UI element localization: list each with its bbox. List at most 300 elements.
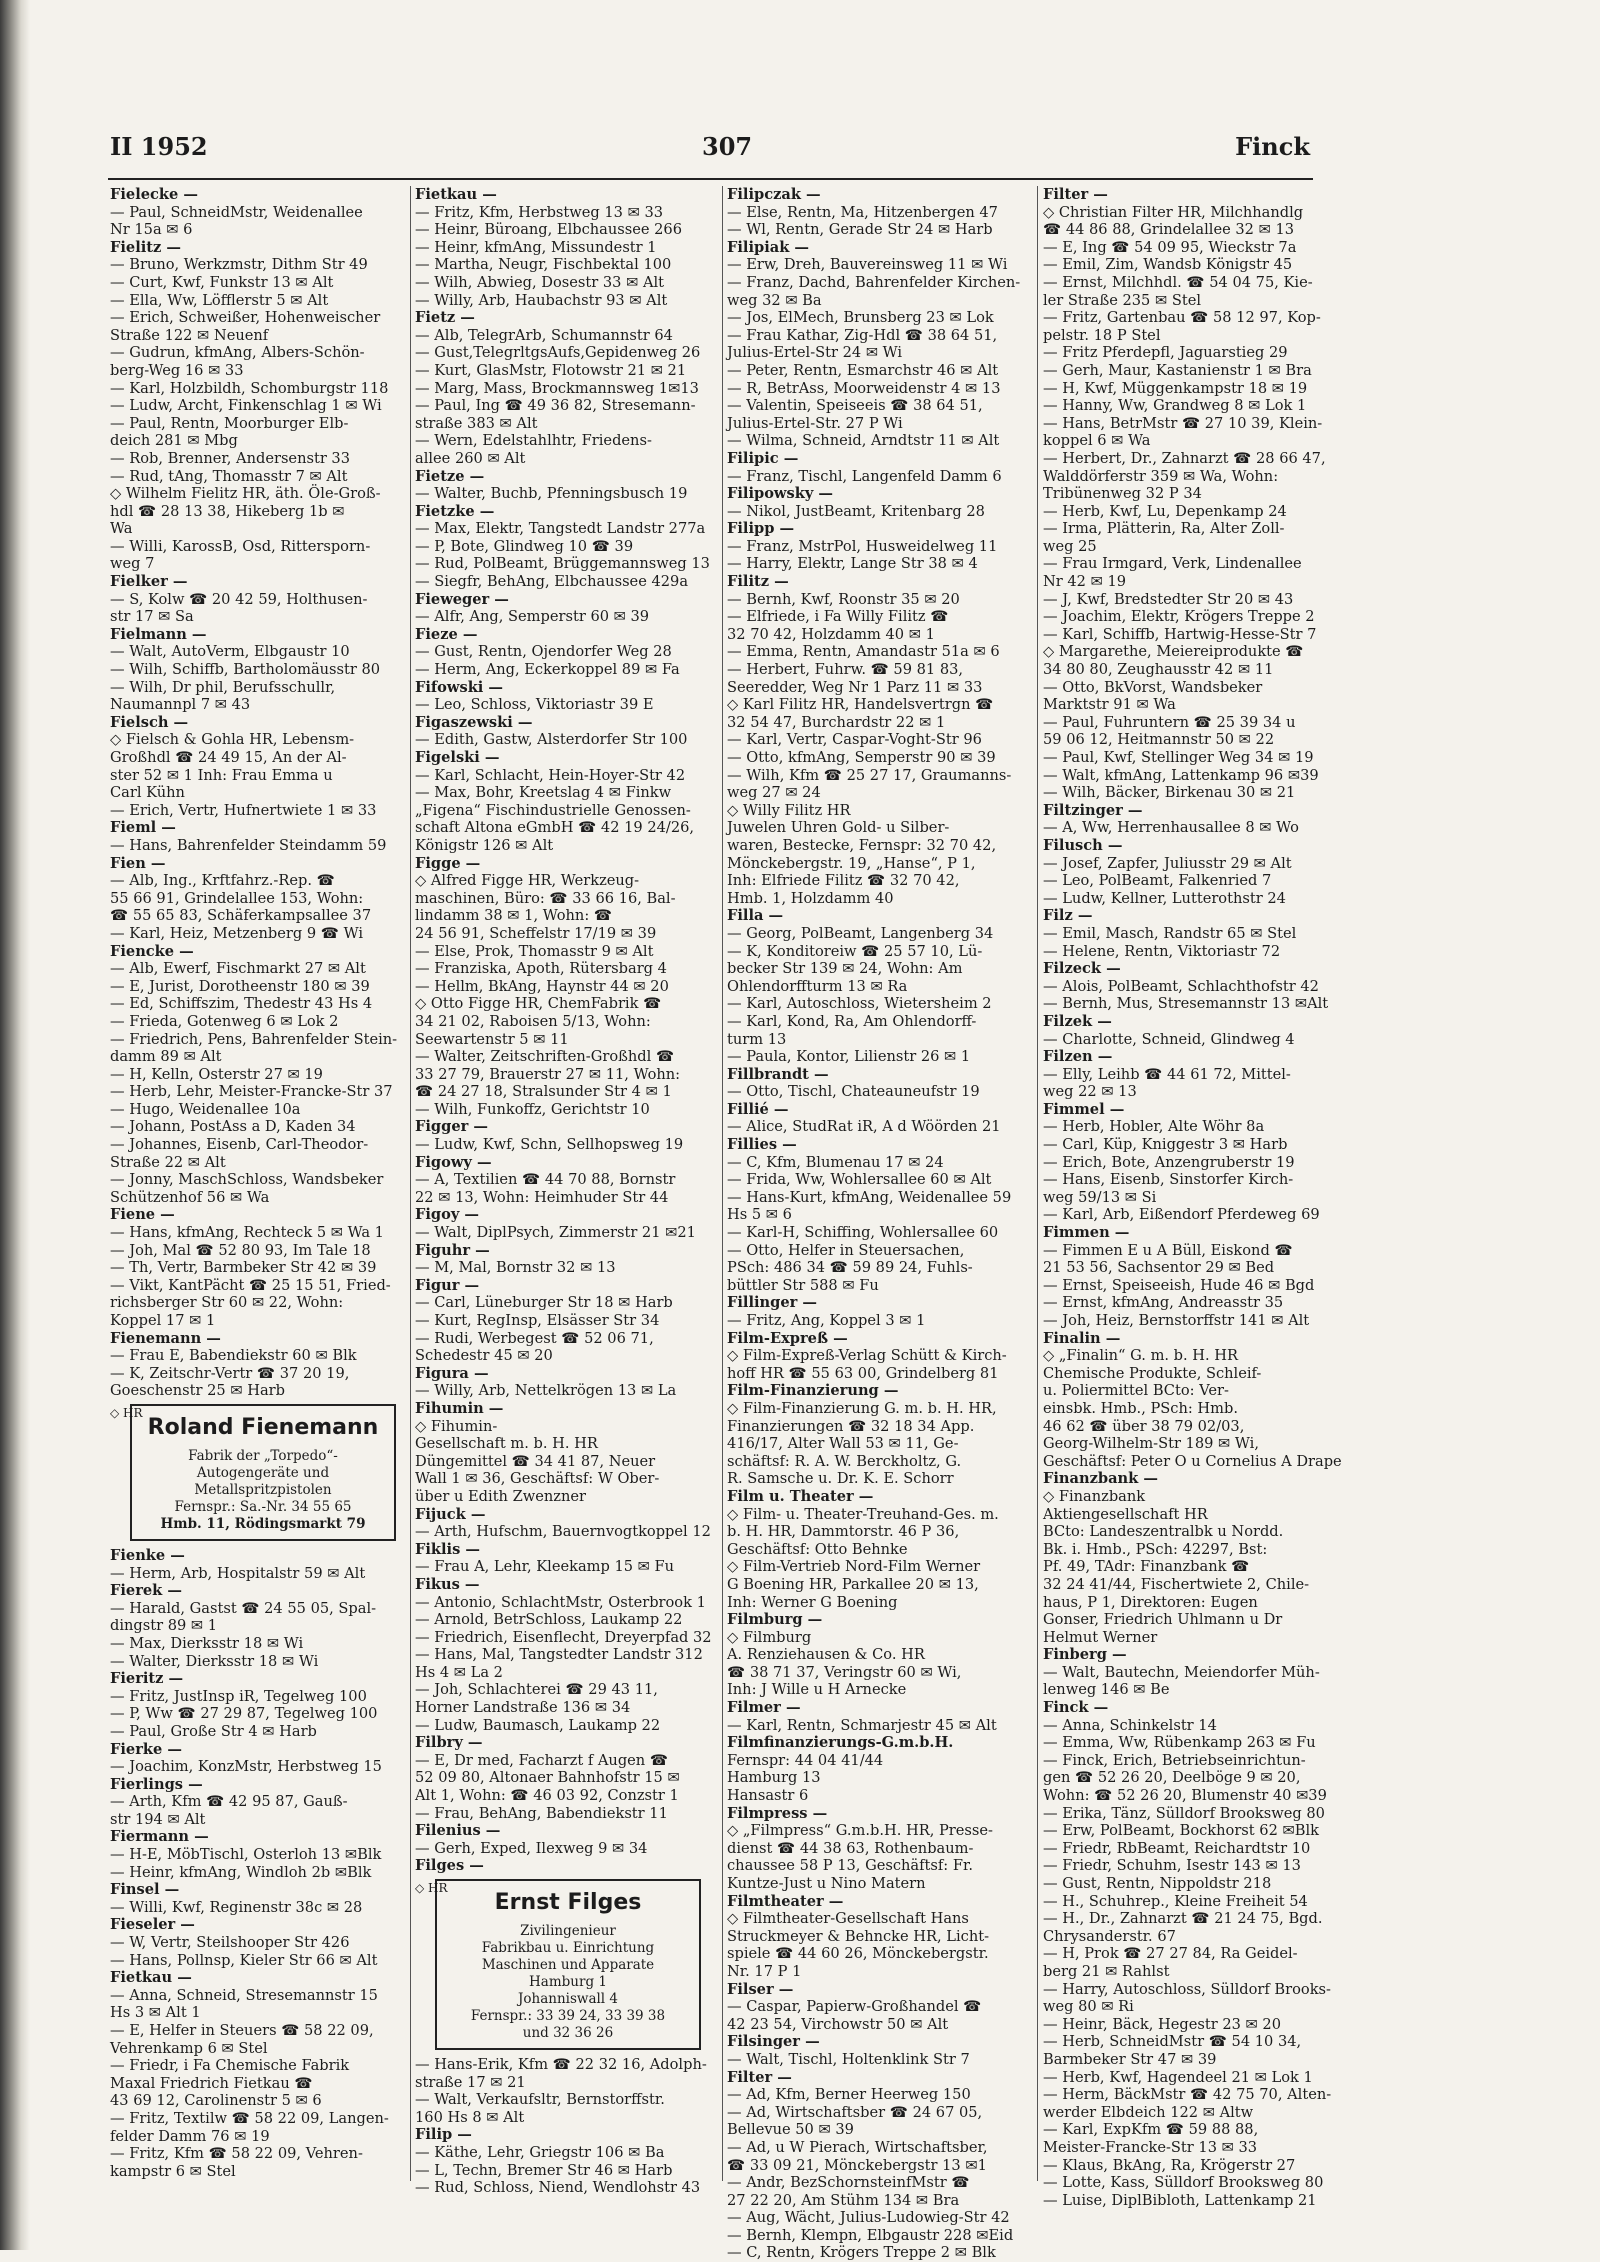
- directory-entry-line: — Paul, Kwf, Stellinger Weg 34 ✉ 19: [1043, 749, 1314, 766]
- directory-entry-line: spiele ☎ 44 60 26, Mönckebergstr.: [727, 1945, 989, 1963]
- directory-entry-line: Seewartenstr 5 ✉ 11: [415, 1030, 569, 1048]
- directory-entry-line: schaft Altona eGmbH ☎ 42 19 24/26,: [415, 819, 695, 837]
- directory-entry-line: — Karl, Heiz, Metzenberg 9 ☎ Wi: [110, 924, 364, 942]
- directory-entry-line: — Frau Irmgard, Verk, Lindenallee: [1043, 555, 1302, 573]
- directory-entry-line: ◇ Fihumin-: [415, 1417, 498, 1435]
- directory-entry-line: koppel 6 ✉ Wa: [1043, 432, 1151, 450]
- directory-entry-line: werder Elbdeich 122 ✉ Altw: [1043, 2103, 1254, 2121]
- directory-entry-line: — Friedrich, Eisenflecht, Dreyerpfad 32: [415, 1628, 712, 1646]
- directory-entry-line: b. H. HR, Dammtorstr. 46 P 36,: [727, 1523, 960, 1541]
- directory-entry-line: ◇ Filmburg: [727, 1628, 812, 1646]
- directory-entry-line: Fienemann —: [110, 1329, 221, 1347]
- directory-entry-line: — Paul, SchneidMstr, Weidenallee: [110, 203, 363, 221]
- directory-entry-line: Fiklis —: [415, 1540, 480, 1558]
- directory-entry-line: maschinen, Büro: ☎ 33 66 16, Bal-: [415, 889, 676, 907]
- directory-entry-line: — Franziska, Apoth, Rütersbarg 4: [415, 960, 667, 978]
- directory-entry-line: Filipczak —: [727, 186, 821, 203]
- directory-entry-line: — Erika, Tänz, Sülldorf Brooksweg 80: [1043, 1804, 1325, 1822]
- directory-entry-line: Fietkau —: [415, 186, 497, 203]
- directory-entry-line: richsberger Str 60 ✉ 22, Wohn:: [110, 1294, 344, 1312]
- column-divider: [410, 186, 411, 2181]
- directory-entry-line: Helmut Werner: [1043, 1628, 1158, 1646]
- directory-entry-line: Fieze —: [415, 625, 478, 643]
- directory-entry-line: ◇ Christian Filter HR, Milchhandlg: [1043, 203, 1304, 221]
- directory-entry-line: — Th, Vertr, Barmbeker Str 42 ✉ 39: [110, 1259, 377, 1277]
- directory-entry-line: — Ernst, Speiseeish, Hude 46 ✉ Bgd: [1043, 1276, 1315, 1294]
- directory-entry-line: — Antonio, SchlachtMstr, Osterbrook 1: [415, 1593, 706, 1611]
- directory-entry-line: — Lotte, Kass, Sülldorf Brooksweg 80: [1043, 2174, 1324, 2192]
- directory-entry-line: — Joh, Heiz, Bernstorffstr 141 ✉ Alt: [1043, 1312, 1310, 1329]
- directory-entry-line: — Hanny, Ww, Grandweg 8 ✉ Lok 1: [1043, 397, 1307, 415]
- directory-entry-line: Gesellschaft m. b. H. HR: [415, 1435, 598, 1453]
- directory-entry-line: — Paula, Kontor, Lilienstr 26 ✉ 1: [727, 1048, 971, 1066]
- directory-entry-line: — E, Jurist, Dorotheenstr 180 ✉ 39: [110, 977, 370, 995]
- directory-entry-line: — Erw, Dreh, Bauvereinsweg 11 ✉ Wi: [727, 256, 1008, 274]
- directory-entry-line: — Franz, Dachd, Bahrenfelder Kirchen-: [727, 273, 1021, 291]
- directory-entry-line: Fiene —: [110, 1206, 175, 1224]
- directory-entry-line: — Bruno, Werkzmstr, Dithm Str 49: [110, 256, 368, 274]
- ad-line: Fernspr.: Sa.-Nr. 34 55 65: [174, 1498, 352, 1515]
- directory-entry-line: — Harry, Elektr, Lange Str 38 ✉ 4: [727, 555, 978, 573]
- directory-entry-line: Hmb. 1, Holzdamm 40: [727, 889, 894, 907]
- directory-entry-line: — Wern, Edelstahlhtr, Friedens-: [415, 432, 652, 450]
- directory-entry-line: ◇ „Finalin“ G. m. b. H. HR: [1043, 1347, 1239, 1365]
- directory-entry-line: über u Edith Zwenzner: [415, 1487, 586, 1505]
- directory-entry-line: Filmtheater —: [727, 1892, 844, 1910]
- directory-entry-line: Alt 1, Wohn: ☎ 46 03 92, Conzstr 1: [415, 1787, 679, 1805]
- directory-entry-line: Bellevue 50 ✉ 39: [727, 2121, 854, 2139]
- directory-entry-line: Fielmann —: [110, 625, 207, 643]
- directory-entry-line: Filz —: [1043, 907, 1093, 925]
- directory-entry-line: Schedestr 45 ✉ 20: [415, 1347, 553, 1365]
- directory-entry-line: — L, Techn, Bremer Str 46 ✉ Harb: [415, 2161, 673, 2179]
- directory-entry-line: u. Poliermittel BCto: Ver-: [1043, 1382, 1229, 1400]
- directory-entry-line: — Wilh, Bäcker, Birkenau 30 ✉ 21: [1043, 784, 1296, 802]
- ad-box: [435, 1879, 701, 2050]
- directory-entry-line: — Rudi, Werbegest ☎ 52 06 71,: [415, 1329, 654, 1347]
- directory-entry-line: — Hans, BetrMstr ☎ 27 10 39, Klein-: [1043, 414, 1323, 432]
- column-divider: [722, 186, 723, 2181]
- directory-entry-line: — Walt, AutoVerm, Elbgaustr 10: [110, 643, 350, 661]
- directory-entry-line: — Karl, Autoschloss, Wietersheim 2: [727, 995, 992, 1013]
- header-running-name: Finck: [1235, 132, 1310, 161]
- directory-entry-line: Fielitz —: [110, 238, 181, 256]
- directory-entry-line: — Erich, Schweißer, Hohenweischer: [110, 309, 381, 327]
- directory-entry-line: — Alb, Ewerf, Fischmarkt 27 ✉ Alt: [110, 960, 366, 978]
- directory-entry-line: ◇ Film- u. Theater-Treuhand-Ges. m.: [727, 1505, 999, 1523]
- directory-entry-line: — Paul, Rentn, Moorburger Elb-: [110, 414, 349, 432]
- directory-entry-line: Fielker —: [110, 573, 188, 591]
- directory-entry-line: — Walter, Dierksstr 18 ✉ Wi: [110, 1652, 319, 1670]
- directory-entry-line: 33 27 79, Brauerstr 27 ✉ 11, Wohn:: [415, 1065, 681, 1083]
- directory-entry-line: str 194 ✉ Alt: [110, 1810, 206, 1828]
- directory-entry-line: — Kurt, GlasMstr, Flotowstr 21 ✉ 21: [415, 361, 687, 379]
- directory-entry-line: schäftsf: R. A. W. Berckholtz, G.: [727, 1452, 962, 1470]
- directory-entry-line: — Emil, Zim, Wandsb Königstr 45: [1043, 256, 1293, 274]
- directory-entry-line: — Wilh, Funkoffz, Gerichtstr 10: [415, 1100, 650, 1118]
- directory-entry-line: — Gust,TelegrltgsAufs,Gepidenweg 26: [415, 344, 701, 362]
- directory-entry-line: — A, Textilien ☎ 44 70 88, Bornstr: [415, 1171, 676, 1189]
- directory-entry-line: allee 260 ✉ Alt: [415, 449, 526, 467]
- directory-entry-line: — Walt, DiplPsych, Zimmerstr 21 ✉21: [415, 1224, 696, 1242]
- directory-entry-line: 24 56 91, Scheffelstr 17/19 ✉ 39: [415, 924, 657, 942]
- directory-entry-line: — Käthe, Lehr, Griegstr 106 ✉ Ba: [415, 2143, 665, 2161]
- directory-entry-line: — Bernh, Mus, Stresemannstr 13 ✉Alt: [1043, 995, 1329, 1013]
- directory-entry-line: Figelski —: [415, 749, 500, 766]
- directory-entry-line: — Ernst, kfmAng, Andreasstr 35: [1043, 1294, 1284, 1312]
- directory-entry-line: — Willi, KarossB, Osd, Rittersporn-: [110, 537, 371, 555]
- directory-entry-line: — Fritz, Kfm, Herbstweg 13 ✉ 33: [415, 203, 664, 221]
- directory-entry-line: — Friedr, i Fa Chemische Fabrik: [110, 2057, 350, 2075]
- directory-entry-line: Gonser, Friedrich Uhlmann u Dr: [1043, 1611, 1283, 1629]
- directory-entry-line: felder Damm 76 ✉ 19: [110, 2127, 270, 2145]
- directory-entry-line: Kuntze-Just u Nino Matern: [727, 1875, 926, 1892]
- directory-entry-line: Maxal Friedrich Fietkau ☎: [110, 2074, 313, 2092]
- directory-entry-line: — Vikt, KantPächt ☎ 25 15 51, Fried-: [110, 1276, 391, 1294]
- directory-entry-line: ◇ Wilhelm Fielitz HR, äth. Öle-Groß-: [110, 485, 381, 503]
- directory-entry-line: Marktstr 91 ✉ Wa: [1043, 696, 1176, 714]
- directory-entry-line: — Herm, Ang, Eckerkoppel 89 ✉ Fa: [415, 661, 680, 679]
- directory-entry-line: — K, Konditoreiw ☎ 25 57 10, Lü-: [727, 942, 983, 960]
- directory-entry-line: ◇ Otto Figge HR, ChemFabrik ☎: [415, 995, 662, 1013]
- directory-entry-line: — Franz, MstrPol, Husweidelweg 11: [727, 537, 998, 555]
- directory-entry-line: Fierke —: [110, 1740, 182, 1758]
- directory-entry-line: Georg-Wilhelm-Str 189 ✉ Wi,: [1043, 1435, 1259, 1453]
- advertisement: [110, 1404, 402, 1541]
- directory-entry-line: — Paul, Große Str 4 ✉ Harb: [110, 1722, 317, 1740]
- directory-entry-line: — Frau Kathar, Zig-Hdl ☎ 38 64 51,: [727, 326, 998, 344]
- directory-entry-line: — Friedrich, Pens, Bahrenfelder Stein-: [110, 1030, 398, 1048]
- directory-entry-line: — H, Kwf, Müggenkampstr 18 ✉ 19: [1043, 379, 1308, 397]
- ad-line: Metallspritzpistolen: [194, 1481, 332, 1498]
- directory-entry-line: 32 54 47, Burchardstr 22 ✉ 1: [727, 713, 946, 731]
- directory-entry-line: Fillbrandt —: [727, 1065, 829, 1083]
- directory-entry-line: ◇ Filmtheater-Gesellschaft Hans: [727, 1910, 969, 1928]
- directory-entry-line: — Finck, Erich, Betriebseinrichtun-: [1043, 1751, 1306, 1769]
- directory-entry-line: — Karl, Vertr, Caspar-Voght-Str 96: [727, 731, 982, 749]
- directory-entry-line: — Frau A, Lehr, Kleekamp 15 ✉ Fu: [415, 1558, 675, 1576]
- directory-entry-line: — Rud, tAng, Thomasstr 7 ✉ Alt: [110, 467, 348, 485]
- directory-entry-line: — Helene, Rentn, Viktoriastr 72: [1043, 942, 1281, 960]
- ad-line: Fabrikbau u. Einrichtung: [481, 1940, 655, 1956]
- directory-entry-line: BCto: Landeszentralbk u Nordd.: [1043, 1523, 1284, 1541]
- directory-column-3: [727, 186, 1021, 2262]
- directory-entry-line: — Willy, Arb, Haubachstr 93 ✉ Alt: [415, 291, 668, 309]
- directory-entry-line: Fienke —: [110, 1546, 185, 1564]
- directory-entry-line: — Marg, Mass, Brockmannsweg 1✉13: [415, 379, 699, 397]
- directory-entry-line: gen ☎ 52 26 20, Deelböge 9 ✉ 20,: [1043, 1769, 1301, 1787]
- directory-entry-line: Walddörferstr 359 ✉ Wa, Wohn:: [1043, 467, 1279, 485]
- directory-entry-line: ◇ Fielsch & Gohla HR, Lebensm-: [110, 731, 355, 749]
- directory-entry-line: — Hans, Mal, Tangstedter Landstr 312: [415, 1646, 703, 1664]
- directory-entry-line: Filla —: [727, 907, 784, 925]
- ad-hr-mark: ◇ HR: [415, 1881, 448, 1895]
- directory-entry-line: — E, Ing ☎ 54 09 95, Wieckstr 7a: [1043, 238, 1297, 256]
- directory-entry-line: Filter —: [1043, 186, 1108, 203]
- directory-entry-line: weg 27 ✉ 24: [727, 784, 821, 802]
- directory-entry-line: — Fritz, Kfm ☎ 58 22 09, Vehren-: [110, 2145, 363, 2163]
- directory-entry-line: weg 32 ✉ Ba: [727, 291, 822, 309]
- directory-entry-line: — H, Kelln, Osterstr 27 ✉ 19: [110, 1065, 323, 1083]
- directory-entry-line: — H., Schuhrep., Kleine Freiheit 54: [1043, 1892, 1308, 1910]
- directory-entry-line: — Fimmen E u A Büll, Eiskond ☎: [1043, 1241, 1293, 1259]
- directory-entry-line: Wohn: ☎ 52 26 20, Blumenstr 40 ✉39: [1043, 1787, 1327, 1805]
- directory-entry-line: — Friedr, Schuhm, Isestr 143 ✉ 13: [1043, 1857, 1301, 1875]
- directory-entry-line: ster 52 ✉ 1 Inh: Frau Emma u: [110, 766, 333, 784]
- directory-entry-line: Inh: Werner G Boening: [727, 1593, 898, 1611]
- directory-entry-line: — Ludw, Kwf, Schn, Sellhopsweg 19: [415, 1136, 684, 1154]
- directory-entry-line: — Erich, Vertr, Hufnertwiete 1 ✉ 33: [110, 801, 377, 819]
- directory-entry-line: — Rud, PolBeamt, Brüggemannsweg 13: [415, 555, 710, 573]
- header-rule: [108, 178, 1313, 180]
- directory-entry-line: — Gerh, Maur, Kastanienstr 1 ✉ Bra: [1043, 361, 1312, 379]
- directory-entry-line: — Karl, Schlacht, Hein-Hoyer-Str 42: [415, 766, 686, 784]
- directory-entry-line: Finanzbank —: [1043, 1470, 1158, 1488]
- directory-entry-line: — Peter, Rentn, Esmarchstr 46 ✉ Alt: [727, 361, 999, 379]
- directory-entry-line: ◇ Film-Finanzierung G. m. b. H. HR,: [727, 1399, 997, 1417]
- directory-entry-line: ler Straße 235 ✉ Stel: [1043, 291, 1202, 309]
- directory-entry-line: Aktiengesellschaft HR: [1043, 1505, 1208, 1523]
- directory-entry-line: ◇ Karl Filitz HR, Handelsvertrgn ☎: [727, 696, 994, 714]
- directory-entry-line: Figura —: [415, 1364, 489, 1382]
- directory-entry-line: Koppel 17 ✉ 1: [110, 1312, 216, 1329]
- directory-entry-line: — Herb, Lehr, Meister-Francke-Str 37: [110, 1083, 393, 1101]
- directory-entry-line: ◇ Margarethe, Meiereiprodukte ☎: [1043, 643, 1304, 661]
- directory-entry-line: ◇ Alfred Figge HR, Werkzeug-: [415, 872, 640, 890]
- directory-entry-line: 22 ✉ 13, Wohn: Heimhuder Str 44: [415, 1188, 669, 1206]
- directory-entry-line: — Aug, Wächt, Julius-Ludowieg-Str 42: [727, 2209, 1010, 2227]
- directory-entry-line: 55 66 91, Grindelallee 153, Wohn:: [110, 889, 364, 907]
- directory-entry-line: Fietkau —: [110, 1969, 192, 1987]
- directory-entry-line: — Wl, Rentn, Gerade Str 24 ✉ Harb: [727, 221, 993, 239]
- directory-entry-line: str 17 ✉ Sa: [110, 608, 194, 626]
- directory-entry-line: — Walter, Buchb, Pfenningsbusch 19: [415, 485, 688, 503]
- directory-entry-line: ☎ 38 71 37, Veringstr 60 ✉ Wi,: [727, 1663, 962, 1681]
- directory-entry-line: 42 23 54, Virchowstr 50 ✉ Alt: [727, 2015, 949, 2033]
- directory-entry-line: — Caspar, Papierw-Großhandel ☎: [727, 1998, 982, 2016]
- directory-entry-line: damm 89 ✉ Alt: [110, 1048, 222, 1066]
- directory-entry-line: — Anna, Schinkelstr 14: [1043, 1716, 1217, 1734]
- directory-entry-line: lenweg 146 ✉ Be: [1043, 1681, 1170, 1699]
- directory-entry-line: Vehrenkamp 6 ✉ Stel: [110, 2039, 268, 2057]
- directory-entry-line: Figaszewski —: [415, 713, 533, 731]
- directory-entry-line: — Erw, PolBeamt, Bockhorst 62 ✉Blk: [1043, 1822, 1319, 1840]
- directory-entry-line: — Arth, Kfm ☎ 42 95 87, Gauß-: [110, 1793, 348, 1811]
- ad-line: und 32 36 26: [522, 2025, 614, 2041]
- directory-entry-line: Hansastr 6: [727, 1787, 809, 1805]
- directory-entry-line: — Alfr, Ang, Semperstr 60 ✉ 39: [415, 608, 650, 626]
- directory-entry-line: — Wilma, Schneid, Arndtstr 11 ✉ Alt: [727, 432, 1000, 450]
- directory-entry-line: haus, P 1, Direktoren: Eugen: [1043, 1593, 1258, 1611]
- directory-entry-line: Filipowsky —: [727, 485, 833, 503]
- directory-entry-line: Inh: J Wille u H Arnecke: [727, 1681, 907, 1699]
- directory-entry-line: dingstr 89 ✉ 1: [110, 1617, 218, 1635]
- directory-entry-line: — Arnold, BetrSchloss, Laukamp 22: [415, 1611, 683, 1629]
- directory-entry-line: Filipiak —: [727, 238, 809, 256]
- directory-entry-line: Straße 122 ✉ Neuenf: [110, 326, 269, 344]
- directory-entry-line: — K, Zeitschr-Vertr ☎ 37 20 19,: [110, 1364, 350, 1382]
- directory-entry-line: — Hans, Bahrenfelder Steindamm 59: [110, 836, 387, 854]
- directory-entry-line: Hs 5 ✉ 6: [727, 1206, 792, 1224]
- directory-entry-line: kampstr 6 ✉ Stel: [110, 2162, 236, 2180]
- directory-entry-line: G Boening HR, Parkallee 20 ✉ 13,: [727, 1575, 979, 1593]
- directory-entry-line: — Friedr, RbBeamt, Reichardtstr 10: [1043, 1839, 1311, 1857]
- directory-entry-line: Naumannpl 7 ✉ 43: [110, 696, 251, 714]
- directory-entry-line: ☎ 44 86 88, Grindelallee 32 ✉ 13: [1043, 221, 1295, 239]
- directory-entry-line: — Hans-Erik, Kfm ☎ 22 32 16, Adolph-: [415, 2056, 707, 2073]
- directory-entry-line: — Otto, kfmAng, Semperstr 90 ✉ 39: [727, 749, 996, 766]
- directory-entry-line: Filser —: [727, 1980, 794, 1998]
- directory-entry-line: Figge —: [415, 854, 481, 872]
- directory-entry-line: Inh: Elfriede Filitz ☎ 32 70 42,: [727, 872, 960, 890]
- directory-entry-line: — Herm, Arb, Hospitalstr 59 ✉ Alt: [110, 1564, 366, 1582]
- ad-line: Johanniswall 4: [517, 1991, 619, 2007]
- directory-entry-line: Fihumin —: [415, 1399, 504, 1417]
- directory-entry-line: — Heinr, kfmAng, Missundestr 1: [415, 238, 657, 256]
- directory-entry-line: — Ludw, Baumasch, Laukamp 22: [415, 1716, 661, 1734]
- directory-entry-line: — Martha, Neugr, Fischbektal 100: [415, 256, 672, 274]
- directory-entry-line: — Herb, Hobler, Alte Wöhr 8a: [1043, 1118, 1265, 1136]
- directory-entry-line: Figger —: [415, 1118, 488, 1136]
- directory-entry-line: — Joh, Mal ☎ 52 80 93, Im Tale 18: [110, 1241, 371, 1259]
- directory-entry-line: — Alice, StudRat iR, A d Wöörden 21: [727, 1118, 1001, 1136]
- directory-entry-line: Fikus —: [415, 1575, 480, 1593]
- directory-entry-line: straße 17 ✉ 21: [415, 2073, 526, 2091]
- directory-entry-line: — Heinr, Büroang, Elbchaussee 266: [415, 221, 682, 239]
- directory-entry-line: — Klaus, BkAng, Ra, Krögerstr 27: [1043, 2156, 1296, 2174]
- directory-entry-line: Fierek —: [110, 1582, 182, 1600]
- directory-entry-line: 46 62 ☎ über 38 79 02/03,: [1043, 1417, 1245, 1435]
- directory-entry-line: — Otto, BkVorst, Wandsbeker: [1043, 678, 1263, 696]
- directory-entry-line: — Rob, Brenner, Andersenstr 33: [110, 449, 351, 467]
- page-number: 307: [702, 132, 753, 161]
- directory-entry-line: — Bernh, Kwf, Roonstr 35 ✉ 20: [727, 590, 960, 608]
- directory-entry-line: Fien —: [110, 854, 166, 872]
- directory-entry-line: weg 7: [110, 555, 155, 573]
- directory-entry-line: Finalin —: [1043, 1329, 1121, 1347]
- directory-entry-line: Finberg —: [1043, 1646, 1127, 1664]
- directory-entry-line: 43 69 12, Carolinenstr 5 ✉ 6: [110, 2092, 322, 2110]
- directory-entry-line: 27 22 20, Am Stühm 134 ✉ Bra: [727, 2191, 960, 2209]
- directory-entry-line: lindamm 38 ✉ 1, Wohn: ☎: [415, 907, 613, 925]
- directory-entry-line: — R, BetrAss, Moorweidenstr 4 ✉ 13: [727, 379, 1001, 397]
- directory-entry-line: Barmbeker Str 47 ✉ 39: [1043, 2050, 1217, 2068]
- directory-entry-line: — H, Prok ☎ 27 27 84, Ra Geidel-: [1043, 1945, 1298, 1963]
- directory-entry-line: ◇ Film-Vertrieb Nord-Film Werner: [727, 1558, 981, 1576]
- directory-entry-line: — Frau, BehAng, Babendiekstr 11: [415, 1804, 668, 1822]
- directory-entry-line: Hs 4 ✉ La 2: [415, 1663, 503, 1681]
- directory-entry-line: — Arth, Hufschm, Bauernvogtkoppel 12: [415, 1523, 711, 1541]
- directory-entry-line: Figuhr —: [415, 1241, 490, 1259]
- directory-entry-line: — Gust, Rentn, Nippoldstr 218: [1043, 1875, 1272, 1892]
- directory-entry-line: — J, Kwf, Bredstedter Str 20 ✉ 43: [1043, 590, 1294, 608]
- directory-entry-line: Düngemittel ☎ 34 41 87, Neuer: [415, 1452, 656, 1470]
- directory-entry-line: ◇ Willy Filitz HR: [727, 801, 851, 819]
- directory-entry-line: — Fritz, Gartenbau ☎ 58 12 97, Kop-: [1043, 309, 1321, 327]
- directory-entry-line: — Irma, Plätterin, Ra, Alter Zoll-: [1043, 520, 1285, 538]
- directory-entry-line: — Harry, Autoschloss, Sülldorf Brooks-: [1043, 1980, 1331, 1998]
- directory-entry-line: Carl Kühn: [110, 784, 185, 802]
- directory-entry-line: — Karl, Kond, Ra, Am Ohlendorff-: [727, 1012, 977, 1030]
- directory-entry-line: Ohlendorffturm 13 ✉ Ra: [727, 977, 908, 995]
- directory-entry-line: — Franz, Tischl, Langenfeld Damm 6: [727, 467, 1002, 485]
- directory-entry-line: Fifowski —: [415, 678, 504, 696]
- directory-entry-line: berg-Weg 16 ✉ 33: [110, 361, 244, 379]
- directory-entry-line: — Otto, Helfer in Steuersachen,: [727, 1241, 965, 1259]
- directory-entry-line: — Karl, Arb, Eißendorf Pferdeweg 69: [1043, 1206, 1320, 1224]
- directory-entry-line: Finck —: [1043, 1699, 1109, 1717]
- directory-entry-line: Tribünenweg 32 P 34: [1043, 485, 1202, 503]
- directory-entry-line: — Fritz, Textilw ☎ 58 22 09, Langen-: [110, 2109, 389, 2127]
- directory-entry-line: Pf. 49, TAdr: Finanzbank ☎: [1043, 1558, 1250, 1576]
- directory-entry-line: ☎ 55 65 83, Schäferkampsallee 37: [110, 907, 372, 925]
- directory-entry-line: Schützenhof 56 ✉ Wa: [110, 1188, 270, 1206]
- directory-entry-line: Struckmeyer & Behncke HR, Licht-: [727, 1927, 990, 1945]
- directory-entry-line: — Otto, Tischl, Chateauneufstr 19: [727, 1083, 980, 1101]
- directory-entry-line: — Harald, Gastst ☎ 24 55 05, Spal-: [110, 1599, 377, 1617]
- directory-entry-line: — Leo, PolBeamt, Falkenried 7: [1043, 872, 1272, 890]
- directory-entry-line: — Emma, Ww, Rübenkamp 263 ✉ Fu: [1043, 1734, 1316, 1752]
- directory-entry-line: — Edith, Gastw, Alsterdorfer Str 100: [415, 731, 688, 749]
- directory-entry-line: — Hans-Kurt, kfmAng, Weidenallee 59: [727, 1188, 1012, 1206]
- directory-entry-line: büttler Str 588 ✉ Fu: [727, 1276, 879, 1294]
- directory-entry-line: — Heinr, kfmAng, Windloh 2b ✉Blk: [110, 1863, 372, 1881]
- directory-entry-line: 32 24 41/44, Fischertwiete 2, Chile-: [1043, 1575, 1310, 1593]
- directory-entry-line: Fiermann —: [110, 1828, 209, 1846]
- directory-entry-line: waren, Bestecke, Fernspr: 32 70 42,: [727, 836, 997, 854]
- directory-entry-line: — Wilh, Kfm ☎ 25 27 17, Graumanns-: [727, 766, 1012, 784]
- directory-entry-line: — Hans, kfmAng, Rechteck 5 ✉ Wa 1: [110, 1224, 384, 1242]
- directory-entry-line: — Karl, Rentn, Schmarjestr 45 ✉ Alt: [727, 1716, 997, 1734]
- directory-entry-line: — Jonny, MaschSchloss, Wandsbeker: [110, 1171, 384, 1189]
- directory-entry-line: — H-E, MöbTischl, Osterloh 13 ✉Blk: [110, 1846, 382, 1864]
- directory-entry-line: Filip —: [415, 2126, 472, 2144]
- directory-entry-line: — Gust, Rentn, Ojendorfer Weg 28: [415, 643, 672, 661]
- directory-entry-line: — Andr, BezSchornsteinfMstr ☎: [727, 2174, 970, 2192]
- directory-entry-line: Figoy —: [415, 1206, 479, 1224]
- directory-entry-line: — Heinr, Bäck, Hegestr 23 ✉ 20: [1043, 2015, 1281, 2033]
- directory-entry-line: ☎ 24 27 18, Stralsunder Str 4 ✉ 1: [415, 1083, 672, 1101]
- directory-entry-line: — Emil, Masch, Randstr 65 ✉ Stel: [1043, 924, 1297, 942]
- directory-entry-line: — Herb, SchneidMstr ☎ 54 10 34,: [1043, 2033, 1302, 2051]
- directory-entry-line: Fieml —: [110, 819, 176, 837]
- directory-entry-line: 416/17, Alter Wall 53 ✉ 11, Ge-: [727, 1435, 959, 1453]
- directory-entry-line: — Anna, Schneid, Stresemannstr 15: [110, 1986, 378, 2004]
- directory-entry-line: — P, Ww ☎ 27 29 87, Tegelweg 100: [110, 1705, 378, 1723]
- directory-entry-line: — Johann, PostAss a D, Kaden 34: [110, 1118, 356, 1136]
- directory-entry-line: — Ad, u W Pierach, Wirtschaftsber,: [727, 2138, 988, 2156]
- directory-entry-line: Juwelen Uhren Gold- u Silber-: [727, 819, 950, 837]
- directory-entry-line: Königstr 126 ✉ Alt: [415, 836, 554, 854]
- directory-entry-line: — Josef, Zapfer, Juliusstr 29 ✉ Alt: [1043, 854, 1292, 872]
- directory-entry-line: Fillié —: [727, 1100, 789, 1118]
- directory-entry-line: Fiencke —: [110, 942, 194, 960]
- directory-entry-line: — C, Rentn, Krögers Treppe 2 ✉ Blk: [727, 2244, 996, 2262]
- directory-entry-line: — Rud, Schloss, Niend, Wendlohstr 43: [415, 2179, 701, 2197]
- directory-entry-line: — Wilh, Abwieg, Dosestr 33 ✉ Alt: [415, 273, 665, 291]
- directory-entry-line: — Ed, Schiffszim, Thedestr 43 Hs 4: [110, 995, 373, 1013]
- ad-title: Ernst Filges: [494, 1890, 642, 1915]
- directory-entry-line: — Frieda, Gotenweg 6 ✉ Lok 2: [110, 1012, 339, 1030]
- directory-entry-line: Nr. 17 P 1: [727, 1962, 802, 1980]
- directory-entry-line: — Georg, PolBeamt, Langenberg 34: [727, 924, 994, 942]
- directory-entry-line: R. Samsche u. Dr. K. E. Schorr: [727, 1470, 954, 1488]
- directory-entry-line: 52 09 80, Altonaer Bahnhofstr 15 ✉: [415, 1769, 680, 1787]
- directory-entry-line: — Leo, Schloss, Viktoriastr 39 E: [415, 696, 654, 714]
- book-binding-shadow: [0, 0, 30, 2250]
- directory-entry-line: — Gudrun, kfmAng, Albers-Schön-: [110, 344, 365, 362]
- directory-entry-line: Filipp —: [727, 520, 795, 538]
